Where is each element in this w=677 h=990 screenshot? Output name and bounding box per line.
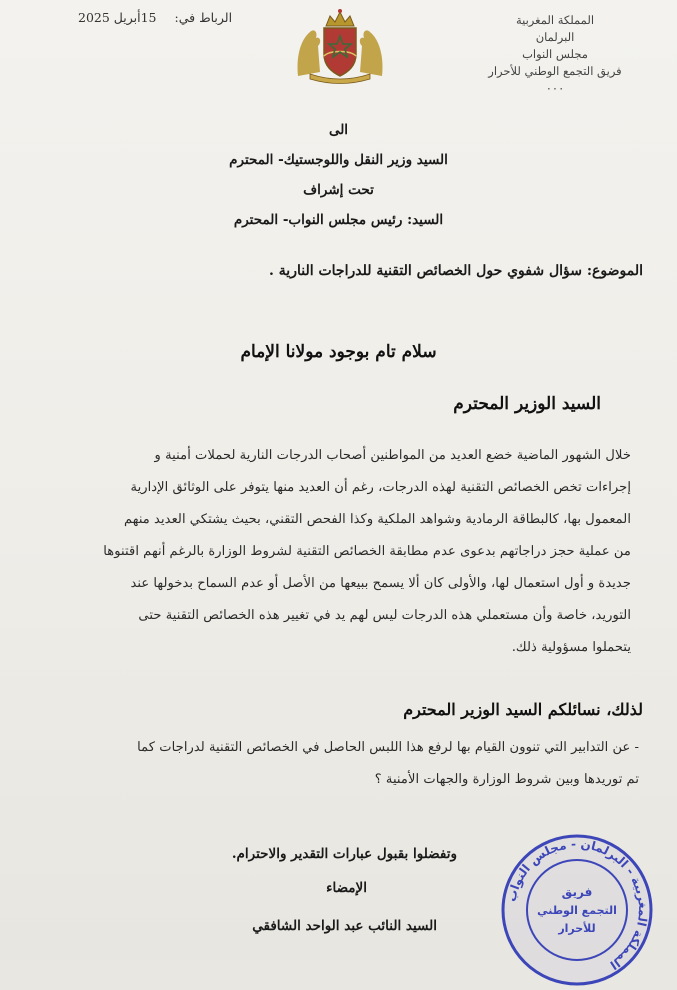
institution-line-kingdom: المملكة المغربية	[515, 13, 595, 27]
stamp-line: للأحرار	[558, 922, 596, 935]
greeting: سلام تام بوجود مولانا الإمام	[240, 342, 437, 362]
letter-subject	[269, 263, 643, 279]
body-line: من عملية حجز دراجاتهم بدعوى عدم مطابقة الخصائص التقنية لشروط الوزارة بالرغم أنهم اقتنوها	[103, 544, 631, 559]
address-speaker: السيد: رئيس مجلس النواب- المحترم	[233, 212, 444, 228]
stamp-outer-text: المملكة المغربية - البرلمان - مجلس النواب	[504, 836, 651, 973]
official-stamp-icon	[497, 830, 657, 990]
body-line: يتحملوا مسؤولية ذلك.	[511, 640, 631, 655]
institution-line-group: فريق التجمع الوطني للأحرار	[488, 64, 622, 78]
question-line: تم توريدها وبين شروط الوزارة والجهات الأمنية ؟	[374, 772, 639, 787]
institution-header	[475, 12, 635, 97]
coat-of-arms-icon	[290, 6, 390, 82]
closing-regards: وتفضلوا بقبول عبارات التقدير والاحترام.	[231, 846, 457, 862]
question-heading: لذلك، نسائلكم السيد الوزير المحترم	[403, 700, 643, 719]
body-line: المعمول بها، كالبطاقة الرمادية وشواهد الملكية وكذا الفحص التقني، بحيث يشتكي العديد منهم	[123, 512, 631, 527]
institution-line-house: مجلس النواب	[522, 47, 588, 61]
salutation: السيد الوزير المحترم	[453, 394, 601, 414]
subject-text: سؤال شفوي حول الخصائص التقنية للدراجات النارية .	[269, 263, 582, 279]
institution-line-dots: ٠٠٠	[545, 81, 565, 95]
signer-name: السيد النائب عبد الواحد الشافقي	[252, 918, 437, 934]
address-minister: السيد وزير النقل واللوجستيك- المحترم	[229, 152, 448, 168]
body-line: التوريد، خاصة وأن مستعملي هذه الدرجات ليس لهم يد في تغيير هذه الخصائص التقنية حتى	[138, 608, 631, 623]
body-paragraph	[41, 440, 631, 664]
body-line: جديدة و أول استعمال لها، والأولى كان ألا يسمح ببيعها من الأصل أو عدم السماح بدخولها عند	[130, 576, 631, 591]
body-line: إجراءات تخص الخصائص التقنية لهذه الدرجات، رغم أن العديد منها يتوفر على الوثائق الإدارية	[130, 480, 631, 495]
question-line: - عن التدابير التي تنوون القيام بها لرفع هذا اللبس الحاصل في الخصائص التقنية لدراجات كما	[137, 740, 639, 755]
signature-label: الإمضاء	[326, 880, 367, 896]
stamp-line: فريق	[561, 885, 593, 899]
date-label: الرباط في:	[174, 10, 233, 25]
subject-label: الموضوع:	[586, 263, 643, 279]
letter-date	[78, 10, 232, 25]
question-paragraph	[39, 732, 639, 796]
stamp-line: التجمع الوطني	[537, 904, 617, 917]
address-under-supervision: تحت إشراف	[303, 182, 374, 198]
date-value: 15أبريل 2025	[78, 10, 157, 25]
body-line: خلال الشهور الماضية خضع العديد من المواطنين أصحاب الدرجات النارية لحملات أمنية و	[154, 448, 631, 463]
address-to: الى	[328, 122, 349, 138]
institution-line-parliament: البرلمان	[535, 30, 575, 44]
